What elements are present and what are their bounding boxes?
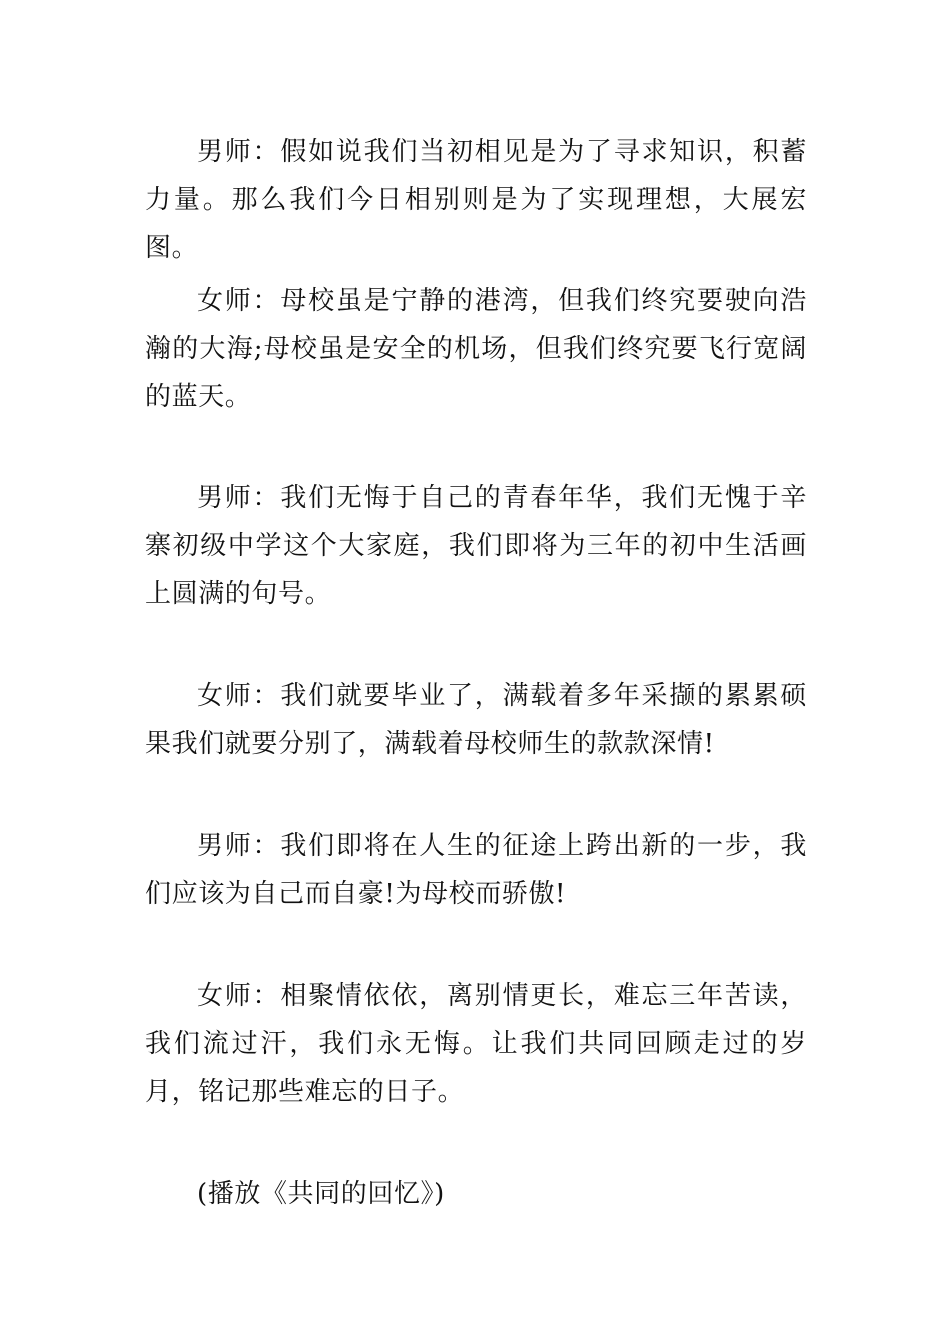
paragraph-4: 女师：我们就要毕业了，满载着多年采撷的累累硕果我们就要分别了，满载着母校师生的款款深情! bbox=[145, 681, 807, 759]
paragraph-2: 女师：母校虽是宁静的港湾，但我们终究要驶向浩瀚的大海;母校虽是安全的机场，但我们终究要飞行宽阔的蓝天。 bbox=[145, 286, 807, 412]
paragraph-6: 女师：相聚情依依，离别情更长，难忘三年苦读，我们流过汗，我们永无悔。让我们共同回顾走过的岁月，铭记那些难忘的日子。 bbox=[145, 981, 807, 1107]
paragraph-5: 男师：我们即将在人生的征途上跨出新的一步，我们应该为自己而自豪!为母校而骄傲! bbox=[145, 831, 807, 909]
paragraph-3: 男师：我们无悔于自己的青春年华，我们无愧于辛寨初级中学这个大家庭，我们即将为三年的初中生活画上圆满的句号。 bbox=[145, 483, 807, 609]
paragraph-1: 男师：假如说我们当初相见是为了寻求知识，积蓄力量。那么我们今日相别则是为了实现理想，大展宏图。 bbox=[145, 137, 807, 263]
paragraph-7: (播放《共同的回忆》) bbox=[197, 1179, 445, 1209]
